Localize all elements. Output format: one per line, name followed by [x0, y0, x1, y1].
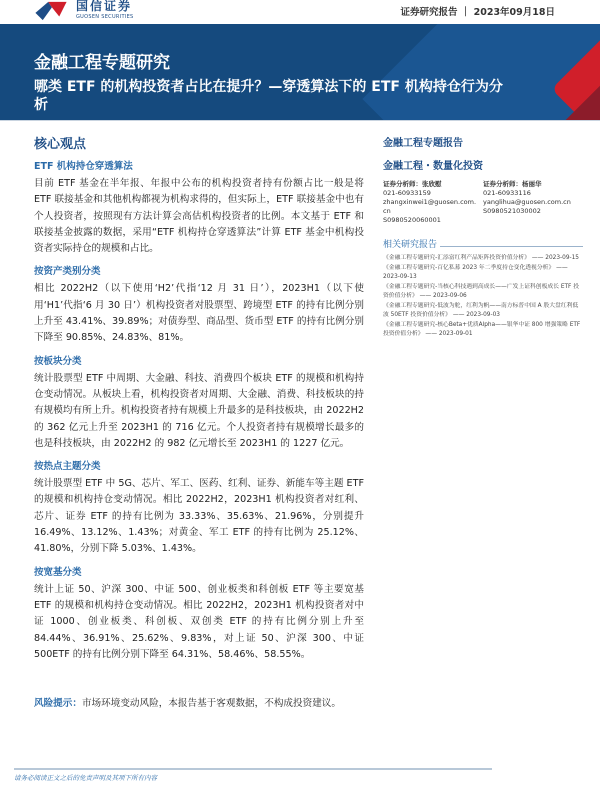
divider [0, 120, 600, 121]
report-category: 金融工程・数量化投资 [383, 161, 483, 172]
section-text: 统计股票型 ETF 中 5G、芯片、军工、医药、红利、证券、新能车等主题 ETF 的规模和机构持仓变动情况。相比 2022H2，2023H1 机构投资者对红利、芯片、证券 ETF 的持有比例为 33.33%、35.63%、21.96%，分别提升 16.49%、13.12%、1.43%；对黄金、军工 ETF 的持有比例为 25.12%、41.80%，分别下降 5.03%、1.43%。 [34, 478, 364, 555]
section-heading: 按宽基分类 [34, 566, 82, 578]
section-heading: 按板块分类 [34, 355, 82, 367]
related-reports-title: 相关研究报告 [383, 240, 438, 250]
report-date: 2023年09月18日 [473, 7, 555, 18]
separator: ｜ [460, 7, 474, 18]
analyst-email[interactable]: yanglihua@guosen.com.cn [483, 198, 571, 206]
related-reports-list [383, 254, 583, 339]
analyst-name: 证券分析师：张欣慰 [383, 180, 442, 188]
risk-warning [34, 697, 364, 711]
logo-text-cn: 国信证券 [76, 0, 133, 13]
analyst-cert: S0980520060001 [383, 216, 441, 224]
section-text: 统计上证 50、沪深 300、中证 500、创业板类和科创板 ETF 等主要宽基 ETF 的规模和机构持仓变动情况。相比 2022H2，2023H1 机构投资者对中证 1000、创业板类、科创板、双创类 ETF 的持有比例分别上升至 84.44%、36.91%、25.62%、9.83%，对上证 50、沪深 300、中证 500ETF 的持有比例分别下降至 64.31%、58.46%、58.55%。 [34, 583, 364, 660]
footer-disclaimer: 请务必阅读正文之后的免责声明及其项下所有内容 [14, 774, 157, 782]
related-report-link[interactable]: 《金融工程专题研究-当核心科技遇到高成长——广发上证科创板成长 ETF 投资价值分析》 —— 2023-09-06 [383, 284, 580, 299]
analyst-email[interactable]: zhangxinwei1@guosen.com.cn [383, 198, 477, 215]
section-heading: ETF 机构持仓穿透算法 [34, 161, 133, 172]
core-views [34, 133, 364, 711]
title-banner [0, 24, 600, 120]
section-heading: 按资产类别分类 [34, 266, 101, 278]
report-meta [400, 4, 555, 18]
report-series: 金融工程专题报告 [383, 138, 463, 149]
section-heading: 按热点主题分类 [34, 461, 101, 473]
analyst-phone: 021-60933116 [483, 189, 531, 197]
risk-label: 风险提示： [34, 698, 82, 710]
analyst [483, 180, 583, 225]
report-type: 证券研究报告 [400, 7, 458, 18]
risk-text: 市场环境变动风险，本报告基于客观数据，不构成投资建议。 [81, 698, 341, 710]
report-series-title: 金融工程专题研究 [34, 53, 170, 73]
divider [440, 246, 583, 247]
logo-mark-icon [34, 0, 68, 22]
related-report-link[interactable]: 《金融工程专题研究-百亿私募 2023 年二季度持仓变化透视分析》 —— 2023-09-13 [383, 265, 568, 280]
related-report-link[interactable]: 《金融工程专题研究-汇添富红利产品矩阵投资价值分析》 —— 2023-09-15 [383, 255, 579, 261]
section-text: 相比 2022H2（以下使用‘H2’代指‘12 月 31 日’），2023H1（以下使用‘H1’代指‘6 月 30 日’）机构投资者对股票型、跨境型 ETF 的持有比例分别上升至 43.41%、39.89%；对债券型、商品型、货币型 ETF 的持有比例分别下降至 90.85%、24.83%、81%。 [34, 283, 364, 344]
analyst-cert: S0980521030002 [483, 207, 541, 215]
analyst [383, 180, 483, 225]
related-reports-heading [383, 237, 583, 250]
related-report-link[interactable]: 《金融工程专题研究-低波为舵，红利为帆——南方标普中国 A 股大盘红利低波 50ETF 投资价值分析》 —— 2023-09-03 [383, 303, 579, 318]
sidebar [383, 134, 583, 340]
related-report-link[interactable]: 《金融工程专题研究-核心Beta+优质Alpha——银华中证 800 增强策略 ETF 投资价值分析》 —— 2023-09-01 [383, 322, 581, 337]
report-title: 哪类 ETF 的机构投资者占比在提升？—穿透算法下的 ETF 机构持仓行为分析 [34, 79, 503, 113]
footer-divider [14, 768, 492, 770]
analyst-info [383, 180, 583, 225]
analyst-phone: 021-60933159 [383, 189, 431, 197]
logo-text-en: GUOSEN SECURITIES [76, 14, 134, 20]
analyst-name: 证券分析师：杨丽华 [483, 180, 542, 188]
core-views-heading: 核心观点 [34, 137, 87, 152]
section-text: 统计股票型 ETF 中周期、大金融、科技、消费四个板块 ETF 的规模和机构持仓变动情况。从板块上看，机构投资者对周期、大金融、消费、科技板块的持有规模均有所上升。机构投资者持有规模上升最多的是科技板块，由 2022H2 的 362 亿元上升至 2023H1 的 716 亿元。个人投资者持有规模增长最多的也是科技板块，由 2022H2 的 982 亿元增长至 2023H1 的 1227 亿元。 [34, 372, 364, 449]
section-text: 目前 ETF 基金在半年报、年报中公布的机构投资者持有份额占比一般是将 ETF 联接基金和其他机构都视为机构求得的，但实际上，ETF 联接基金中也有个人投资者，按照现有方法计算会高估机构投资者的比例。本文基于 ETF 和联接基金披露的数据，采用“ETF 机构持仓穿透算法”计算 ETF 基金中机构投资者实际持仓的规模和占比。 [34, 178, 364, 255]
company-logo [34, 0, 144, 23]
